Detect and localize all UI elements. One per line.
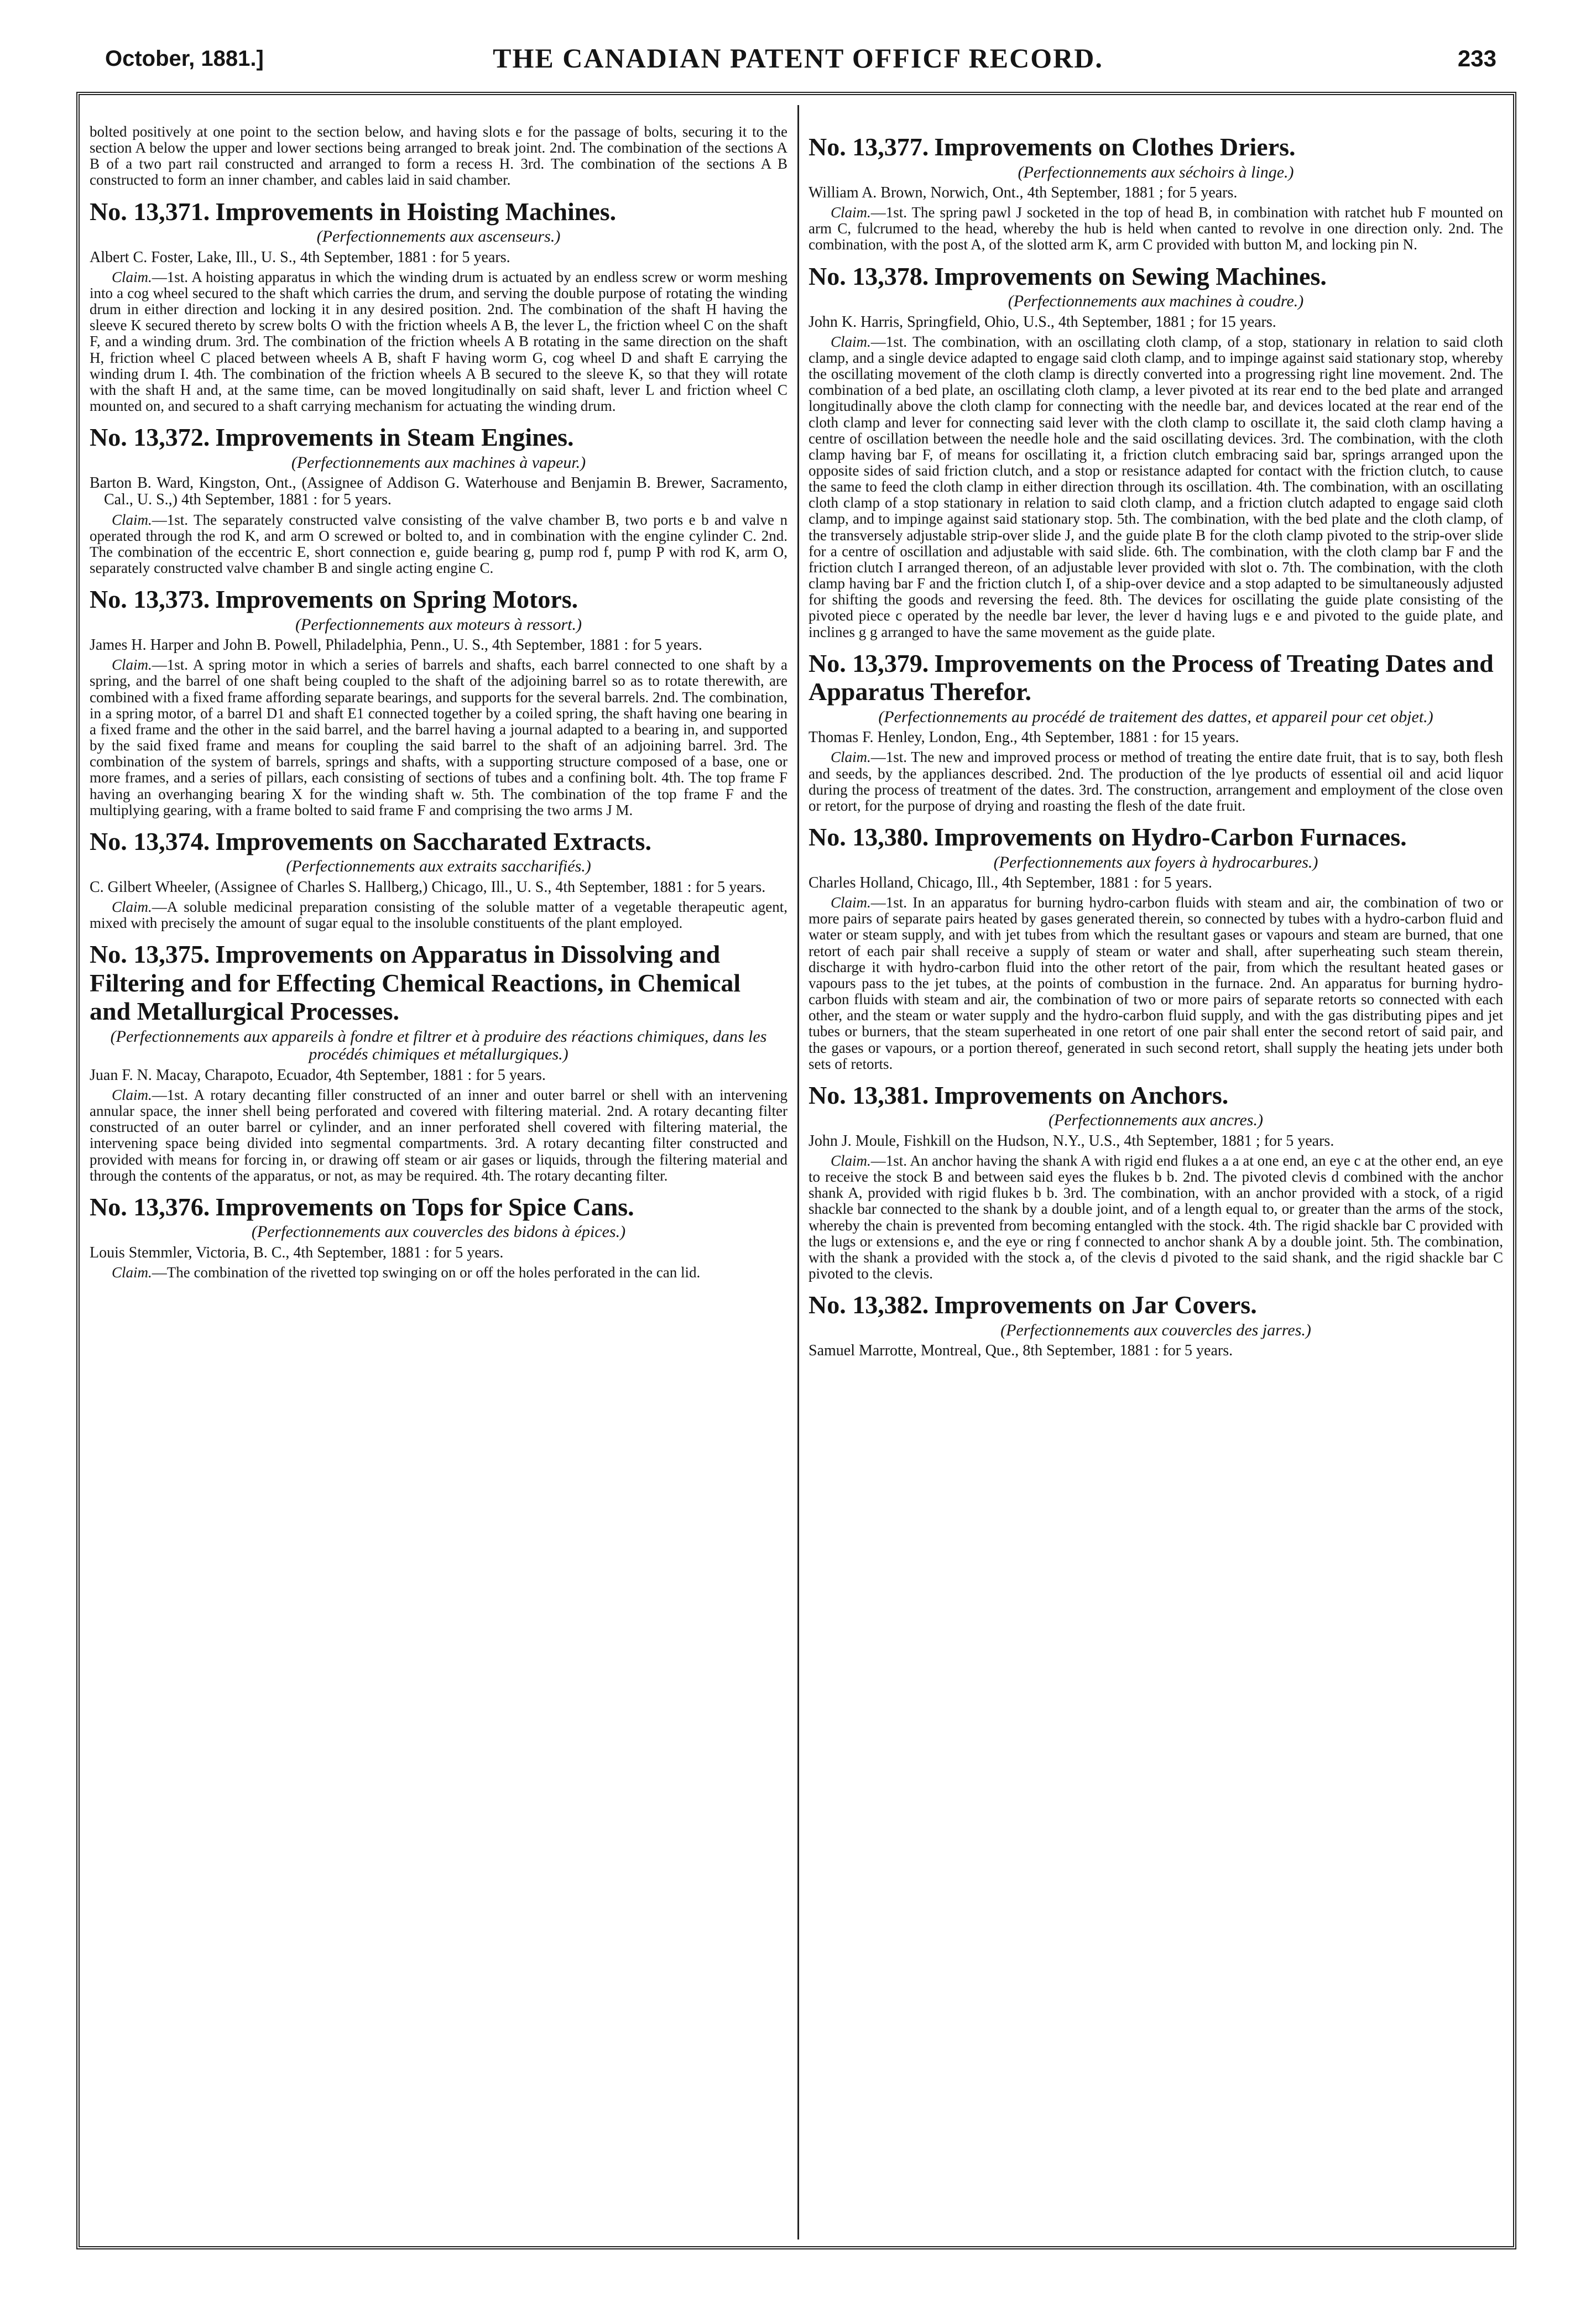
patent-heading bbox=[809, 823, 1503, 852]
claim-text: —1st. The new and improved process or method of treating the entire date fruit, that is to say, both flesh and seeds, by the appliances described. 2nd. The production of the lye products of essential oil and acid liquor during the process of treatment of the dates. 3rd. The construction, arrangement and employment of the close oven or retort, for the purpose of drying and roasting the flesh of the date fruit. bbox=[809, 749, 1503, 814]
patent-claim bbox=[809, 334, 1503, 640]
patent-french-title: (Perfectionnements aux couvercles des bidons à épices.) bbox=[251, 1223, 626, 1241]
patent-heading bbox=[809, 649, 1503, 706]
patent-french-title: (Perfectionnements aux foyers à hydrocarbures.) bbox=[993, 853, 1318, 871]
patent-number: No. 13,380. bbox=[809, 823, 929, 851]
patent-claim bbox=[90, 1265, 787, 1281]
patent-title: Improvements on Tops for Spice Cans. bbox=[215, 1192, 634, 1221]
patent-french-title: (Perfectionnements aux ascenseurs.) bbox=[316, 227, 561, 246]
patent-entry bbox=[809, 1081, 1503, 1282]
patent-french-title: (Perfectionnements aux machines à vapeur.) bbox=[291, 453, 586, 472]
patent-title: Improvements on Clothes Driers. bbox=[934, 133, 1296, 161]
patent-entry bbox=[809, 1291, 1503, 1359]
patent-heading bbox=[90, 940, 787, 1026]
claim-text: —1st. The spring pawl J socketed in the top of head B, in combination with ratchet hub F mounted on arm C, fulcrumed to the head, whereby the hub is held when canted to revolve in one direction only. 2nd. The combination, with the post A, of the slotted arm K, arm C provided with button M, and locking pin N. bbox=[809, 204, 1503, 253]
issue-date: October, 1881.] bbox=[105, 46, 264, 71]
patent-claim bbox=[90, 269, 787, 414]
patent-number: No. 13,381. bbox=[809, 1080, 929, 1109]
claim-label: Claim. bbox=[112, 899, 152, 916]
patent-claim bbox=[90, 1087, 787, 1184]
claim-label: Claim. bbox=[112, 656, 152, 674]
patent-number: No. 13,371. bbox=[90, 197, 210, 226]
patent-claim bbox=[809, 205, 1503, 253]
patent-title: Improvements on Sewing Machines. bbox=[934, 262, 1327, 290]
patent-heading bbox=[90, 585, 787, 614]
continued-claim-text: bolted positively at one point to the section below, and having slots e for the passage of bolts, securing it to the section A below the upper and lower sections being arranged to break joint. 2nd. The combination of the sections A B of a two part rail constructed and arranged to form a recess H. 3rd. The combination of the sections A B constructed to form an inner chamber, and cables laid in said chamber. bbox=[90, 124, 787, 189]
patent-inventor: William A. Brown, Norwich, Ont., 4th September, 1881 ; for 5 years. bbox=[809, 184, 1238, 201]
claim-text: —1st. A hoisting apparatus in which the winding drum is actuated by an endless screw or worm meshing into a cog wheel secured to the shaft which carries the drum, and serving the double purpose of rotating the winding drum in either direction and locking it in any desired position. 2nd. The combination of the shaft H having the sleeve K secured thereto by screw bolts O with the friction wheels A B, the lever L, the friction wheel C on the shaft F, and a winding drum. 3rd. The combination of the friction wheels A B rotating in the same direction on the shaft H, friction wheel C placed between wheels A B, shaft F having worm G, cog wheel D and shaft E carrying the winding drum I. 4th. The combination of the friction wheels A B secured to the sleeve K, so that they will rotate with the shaft H and, at the same time, can be moved longitudinally on said shaft, lever L and friction wheel C mounted on, and secured to a shaft carrying mechanism for actuating the winding drum. bbox=[90, 268, 787, 415]
patent-french-title: (Perfectionnements aux moteurs à ressort.) bbox=[295, 615, 582, 634]
claim-text: —The combination of the rivetted top swinging on or off the holes perforated in the can lid. bbox=[152, 1264, 701, 1281]
patent-title: Improvements on Hydro-Carbon Furnaces. bbox=[934, 823, 1407, 851]
patent-entry bbox=[809, 649, 1503, 814]
patent-entry bbox=[90, 197, 787, 415]
claim-label: Claim. bbox=[112, 268, 152, 285]
patent-number: No. 13,382. bbox=[809, 1291, 929, 1319]
patent-inventor: Juan F. N. Macay, Charapoto, Ecuador, 4th September, 1881 : for 5 years. bbox=[90, 1066, 546, 1084]
patent-title: Improvements on Apparatus in Dissolving and Filtering and for Effecting Chemical Reactions, in Chemical and Metallurgical Processes. bbox=[90, 940, 741, 1026]
patent-french-title: (Perfectionnements aux couvercles des jarres.) bbox=[1000, 1320, 1311, 1339]
claim-label: Claim. bbox=[831, 749, 871, 766]
right-column bbox=[809, 124, 1503, 2244]
claim-text: —1st. A spring motor in which a series of barrels and shafts, each barrel connected to one shaft by a spring, and the barrel of one shaft being coupled to the shaft of the adjoining barrel so as to rotate therewith, are combined with a fixed frame affording separate bearings, and supports for the several barrels. 2nd. The combination, in a spring motor, of a barrel D1 and shaft E1 connected together by a coiled spring, the shaft having one bearing in a fixed frame and the other in the said barrel, and the barrel having a journal adapted to a bearing in, and supported by the said fixed frame and means for coupling the said barrel to the shaft of an adjoining barrel. 3rd. The combination of the system of barrels, springs and shafts, with a supporting structure composed of a base, one or more frames, and a series of pillars, each consisting of sections of tubes and a confining bolt. 4th. The top frame F having an overhanging bearing X for the winding shaft w. 5th. The combination of the top frame F and the multiplying gearing, with a frame bolted to said frame F and comprising the two arms J M. bbox=[90, 656, 787, 818]
claim-text: —A soluble medicinal preparation consisting of the soluble matter of a vegetable therapeutic agent, mixed with precisely the amount of sugar equal to the insoluble constituents of the plant employed. bbox=[90, 899, 787, 932]
claim-label: Claim. bbox=[112, 1264, 152, 1281]
patent-heading bbox=[90, 423, 787, 452]
page-number: 233 bbox=[1457, 45, 1496, 71]
patent-heading bbox=[90, 1193, 787, 1221]
claim-text: —1st. A rotary decanting filler constructed of an inner and outer barrel or shell with an intervening annular space, the inner shell being perforated and covered with filtering material. 2nd. A rotary decanting filter constructed of an outer barrel or cylinder, and an inner perforated shell covered with filtering material, the intervening space being divided into segmental compartments. 3rd. A rotary decanting filter constructed and provided with means for forcing in, or drawing off steam or air gases or liquids, through the filtering material and through the contents of the apparatus, or not, as may be required. 4th. The rotary decanting filter. bbox=[90, 1086, 787, 1184]
claim-text: —1st. In an apparatus for burning hydro-carbon fluids with steam and air, the combination of two or more pairs of separate pairs heated by gases generated therein, so connected by tubes with a hydro-carbon fluid and water or steam supply, and with jet tubes from which the resultant gases or vapours and steam are burned, that one retort of each pair shall receive a supply of steam or water and shall, after superheating such steam therein, discharge it with hydro-carbon fluid into the other retort of the pair, from which the resultant heated gases or vapours pass to the jet tubes, at the points of combustion in the furnace. 2nd. An apparatus for burning hydro-carbon fluids with steam and air, the combination of two or more pairs of separate retorts so connected with each other, and the steam or water supply and the hydro-carbon fluid supply, and with the gas distributing pipes and jet tubes or burners, that the steam superheated in one retort of one pair shall enter the second retort of said pair, and the gases or vapours, or a portion thereof, generated in such second retort, shall supply the heating jets under both sets of retorts. bbox=[809, 894, 1503, 1072]
journal-title: THE CANADIAN PATENT OFFICF RECORD. bbox=[493, 43, 1103, 74]
claim-text: —1st. The combination, with an oscillating cloth clamp, of a stop, stationary in relation to said cloth clamp, and a single device adapted to engage said cloth clamp, and to impinge against said stationary stop, whereby the oscillating movement of the cloth clamp is directly converted into a progressing right line movement. 2nd. The combination of a bed plate, an oscillating cloth clamp, a lever pivoted at its rear end to the bed plate and arranged longitudinally above the cloth clamp for connecting with the needle bar, and devices located at the rear end of the cloth clamp and lever for connecting said lever with the cloth clamp to oscillate it, the said cloth clamp having a centre of oscillation between the needle hole and the said oscillating devices. 3rd. The combination, with the cloth clamp having bar F, of means for oscillating it, a friction clutch embracing said bar, springs arranged upon the opposite sides of said friction clutch, and a stop or resistance adapted for contact with the friction clutch, to cause the same to feed the cloth clamp in either direction through its oscillation. 4th. The combination, with an oscillating cloth clamp of a stop stationary in relation to said cloth clamp, and a friction clutch adapted to engage said cloth clamp, and to impinge against said stationary stop. 5th. The combination, with the bed plate and the cloth clamp, of the transversely adjustable strip-over slide J, and the guide plate B for the cloth clamp pivoted to the strip-over slide for a centre of oscillation and adjustable with said slide. 6th. The combination, with the cloth clamp bar F and the friction clutch I arranged thereon, of an adjustable lever provided with slot o. 7th. The combination, with the cloth clamp having bar F and the friction clutch I, of a ship-over device and a stop adapted to be simultaneously adjusted for shifting the goods and reversing the feed. 8th. The devices for oscillating the guide plate consisting of the pivoted piece c operated by the needle bar lever, the lever d having lugs e e and pivoted to the guide plate, and inclines g g arranged to have the same movement as the guide plate. bbox=[809, 333, 1503, 640]
patent-french-title: (Perfectionnements aux ancres.) bbox=[1049, 1111, 1263, 1130]
patent-number: No. 13,378. bbox=[809, 262, 929, 290]
patent-inventor: C. Gilbert Wheeler, (Assignee of Charles S. Hallberg,) Chicago, Ill., U. S., 4th September, 1881 : for 5 years. bbox=[90, 878, 766, 896]
patent-number: No. 13,373. bbox=[90, 585, 210, 614]
patent-heading bbox=[90, 827, 787, 856]
patent-title: Improvements on Spring Motors. bbox=[215, 585, 578, 614]
left-patent-list bbox=[90, 197, 787, 1281]
patent-claim bbox=[90, 899, 787, 931]
patent-entry bbox=[809, 262, 1503, 640]
patent-inventor: Thomas F. Henley, London, Eng., 4th September, 1881 : for 15 years. bbox=[809, 729, 1239, 746]
patent-entry bbox=[809, 133, 1503, 253]
claim-text: —1st. An anchor having the shank A with rigid end flukes a a at one end, an eye c at the other end, an eye to receive the stock B and between said eyes the flukes b b. 2nd. The pivoted clevis d combined with the anchor shank A, provided with rigid flukes b b. 3rd. The combination, with an anchor provided with a stock, of a rigid shackle bar connected to the shank by a double joint, and of a length equal to, or greater than the arms of the stock, whereby the chain is prevented from becoming entangled with the stock. 4th. The rigid shackle bar C provided with the lugs or extensions e, and the eye or ring f connected to anchor shank A by a double joint. 5th. The combination, with the shank a provided with the stock a, of the clevis d pivoted to the said shank, and the rigid shackle bar C pivoted to the clevis. bbox=[809, 1152, 1503, 1282]
patent-inventor: James H. Harper and John B. Powell, Philadelphia, Penn., U. S., 4th September, 1881 : for 5 years. bbox=[90, 636, 702, 654]
patent-inventor: John K. Harris, Springfield, Ohio, U.S., 4th September, 1881 ; for 15 years. bbox=[809, 313, 1276, 331]
patent-entry bbox=[90, 1193, 787, 1281]
patent-inventor: Samuel Marrotte, Montreal, Que., 8th September, 1881 : for 5 years. bbox=[809, 1342, 1233, 1360]
patent-entry bbox=[90, 585, 787, 818]
patent-heading bbox=[809, 1291, 1503, 1319]
patent-title: Improvements on Saccharated Extracts. bbox=[215, 827, 651, 855]
patent-inventor: John J. Moule, Fishkill on the Hudson, N.Y., U.S., 4th September, 1881 ; for 5 years. bbox=[809, 1132, 1334, 1150]
patent-title: Improvements on the Process of Treating Dates and Apparatus Therefor. bbox=[809, 649, 1494, 706]
patent-french-title: (Perfectionnements aux extraits saccharifiés.) bbox=[286, 857, 591, 876]
patent-claim bbox=[90, 657, 787, 818]
column-divider bbox=[797, 105, 799, 2239]
patent-title: Improvements on Anchors. bbox=[934, 1080, 1229, 1109]
patent-title: Improvements on Jar Covers. bbox=[934, 1291, 1257, 1319]
patent-inventor: Barton B. Ward, Kingston, Ont., (Assignee of Addison G. Waterhouse and Benjamin B. Brewer, Sacramento, Cal., U. S.,) 4th September, 1881 : for 5 years. bbox=[90, 474, 787, 509]
patent-inventor: Charles Holland, Chicago, Ill., 4th September, 1881 : for 5 years. bbox=[809, 874, 1212, 891]
patent-entry bbox=[90, 940, 787, 1184]
patent-inventor: Albert C. Foster, Lake, Ill., U. S., 4th September, 1881 : for 5 years. bbox=[90, 248, 510, 266]
patent-claim bbox=[809, 1153, 1503, 1282]
patent-french-title: (Perfectionnements aux séchoirs à linge.) bbox=[1018, 163, 1294, 181]
left-column bbox=[90, 124, 787, 2244]
claim-label: Claim. bbox=[831, 894, 871, 911]
patent-number: No. 13,379. bbox=[809, 649, 929, 677]
patent-number: No. 13,376. bbox=[90, 1192, 210, 1221]
patent-title: Improvements in Hoisting Machines. bbox=[215, 197, 617, 226]
patent-entry bbox=[90, 827, 787, 931]
claim-label: Claim. bbox=[831, 333, 871, 350]
patent-claim bbox=[809, 749, 1503, 814]
patent-french-title: (Perfectionnements aux machines à coudre.) bbox=[1008, 292, 1304, 311]
claim-label: Claim. bbox=[831, 204, 871, 221]
claim-label: Claim. bbox=[112, 1086, 152, 1103]
patent-number: No. 13,377. bbox=[809, 133, 929, 161]
patent-heading bbox=[90, 197, 787, 226]
page-header bbox=[22, 32, 1574, 76]
right-patent-list bbox=[809, 133, 1503, 1359]
patent-number: No. 13,374. bbox=[90, 827, 210, 855]
claim-label: Claim. bbox=[831, 1152, 871, 1169]
patent-inventor: Louis Stemmler, Victoria, B. C., 4th September, 1881 : for 5 years. bbox=[90, 1244, 504, 1261]
claim-label: Claim. bbox=[112, 511, 152, 528]
patent-entry bbox=[809, 823, 1503, 1072]
patent-number: No. 13,375. bbox=[90, 940, 210, 969]
patent-heading bbox=[809, 133, 1503, 161]
patent-number: No. 13,372. bbox=[90, 423, 210, 452]
patent-french-title: (Perfectionnements aux appareils à fondre et filtrer et à produire des réactions chimiques, dans les procédés chimiques et métallurgiques.) bbox=[110, 1027, 767, 1064]
patent-claim bbox=[809, 895, 1503, 1072]
patent-heading bbox=[809, 262, 1503, 291]
patent-claim bbox=[90, 512, 787, 577]
patent-french-title: (Perfectionnements au procédé de traitement des dattes, et appareil pour cet objet.) bbox=[878, 707, 1433, 726]
claim-text: —1st. The separately constructed valve consisting of the valve chamber B, two ports e b and valve n operated through the rod K, and arm O screwed or bolted to, and in combination with the engine cylinder C. 2nd. The combination of the eccentric E, short connection e, guide bearing g, pump rod f, pump P with rod K, arm O, separately constructed valve chamber B and single acting engine C. bbox=[90, 511, 787, 577]
patent-title: Improvements in Steam Engines. bbox=[215, 423, 574, 452]
patent-heading bbox=[809, 1081, 1503, 1110]
patent-entry bbox=[90, 423, 787, 576]
